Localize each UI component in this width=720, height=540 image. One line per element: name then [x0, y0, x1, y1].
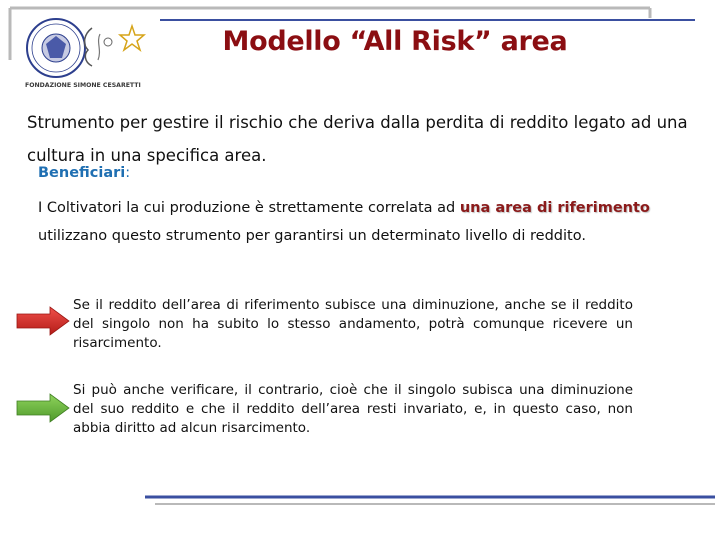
- red-arrow-icon: [16, 306, 70, 336]
- beneficiari-label: [38, 165, 130, 181]
- beneficiari-text-before: I Coltivatori la cui produzione è strettamente correlata ad: [38, 200, 460, 216]
- beneficiari-text-after: utilizzano questo strumento per garantirsi un determinato livello di reddito.: [38, 228, 586, 244]
- beneficiari-highlight: una area di riferimento: [459, 200, 650, 216]
- foundation-logo: [22, 14, 154, 92]
- logo-caption: FONDAZIONE SIMONE CESARETTI: [25, 82, 141, 89]
- intro-text: Strumento per gestire il rischio che deriva dalla perdita di reddito legato ad una cultura in una specifica area.: [27, 113, 688, 165]
- beneficiari-label-text: Beneficiari: [38, 165, 126, 181]
- beneficiari-text: [38, 194, 698, 250]
- star-icon: [120, 26, 144, 50]
- page-title: Modello “All Risk” area: [222, 26, 568, 57]
- green-arrow-icon: [16, 393, 70, 423]
- point-2-text: Si può anche verificare, il contrario, cioè che il singolo subisca una diminuzione del suo reddito e che il reddito dell’area resti invariato, e, in questo caso, non abbia diritto ad alcun risarcimento.: [73, 382, 633, 436]
- beneficiari-colon: :: [125, 165, 131, 181]
- point-1-text: Se il reddito dell’area di riferimento subisce una diminuzione, anche se il reddito del singolo non ha subito lo stesso andamento, potrà comunque ricevere un risarcimento.: [73, 297, 633, 351]
